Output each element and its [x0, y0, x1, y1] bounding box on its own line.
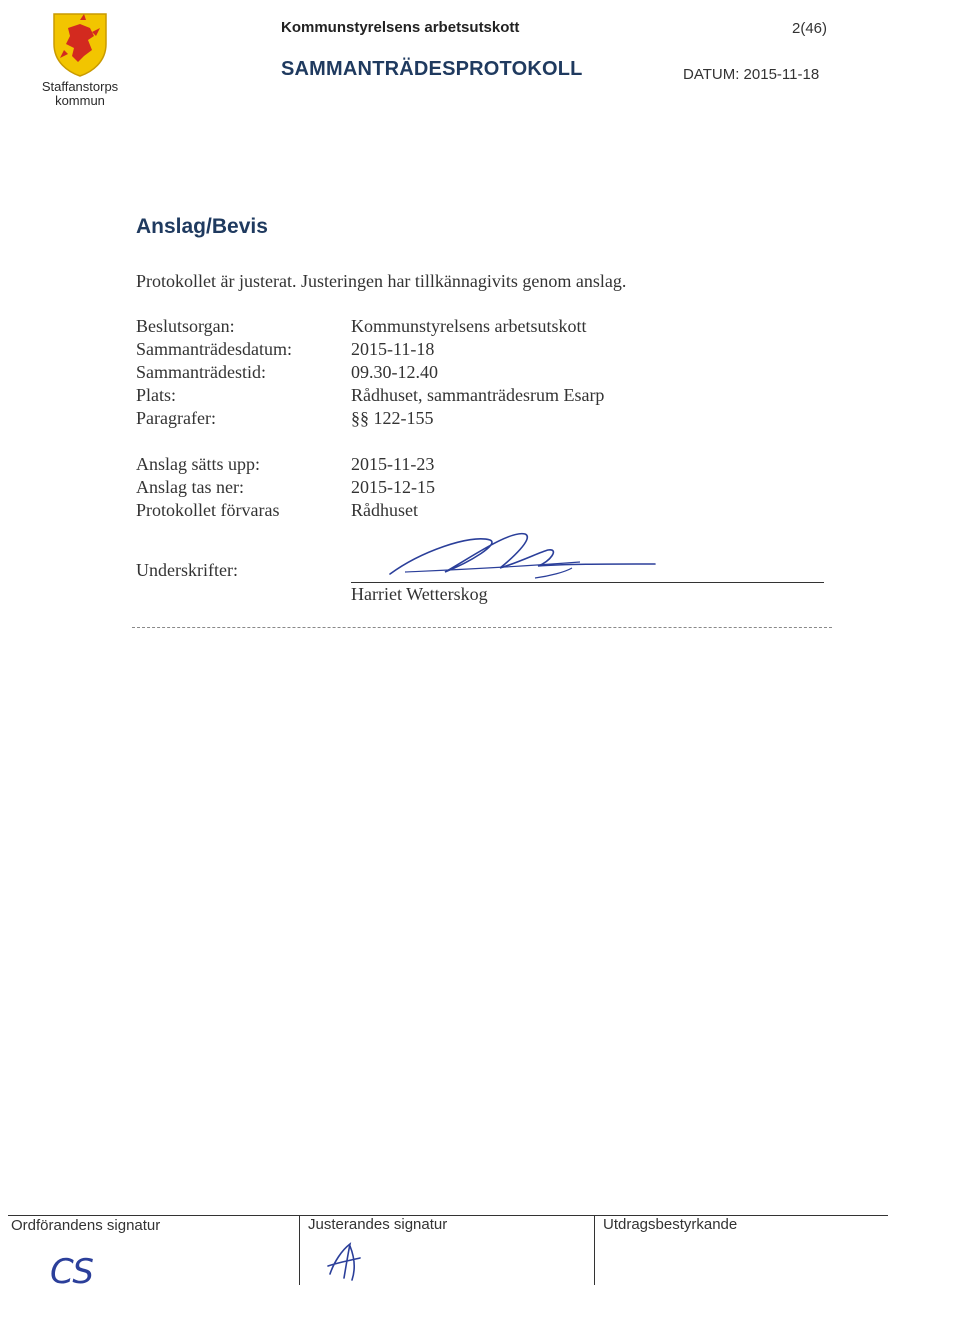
municipality-line-1: Staffanstorps: [41, 79, 119, 94]
footer-adjuster-signature-label: Justerandes signatur: [308, 1216, 448, 1233]
notice-label-posted: Anslag sätts upp:: [136, 454, 260, 474]
notice-value-stored: Rådhuset: [351, 500, 418, 520]
info-value-meeting-date: 2015-11-18: [351, 339, 435, 359]
footer-certification-label: Utdragsbestyrkande: [603, 1216, 738, 1233]
notice-label-removed: Anslag tas ner:: [136, 477, 244, 497]
info-label-meeting-time: Sammanträdestid:: [136, 362, 266, 382]
document-type: SAMMANTRÄDESPROTOKOLL: [281, 58, 583, 80]
info-label-decision-body: Beslutsorgan:: [136, 316, 235, 336]
info-label-place: Plats:: [136, 385, 177, 405]
info-label-paragraphs: Paragrafer:: [136, 408, 216, 428]
committee-name: Kommunstyrelsens arbetsutskott: [281, 19, 520, 36]
footer-chair-signature-label: Ordförandens signatur: [11, 1217, 161, 1234]
adjuster-initials-signature: [320, 1238, 370, 1284]
notice-value-posted: 2015-11-23: [351, 454, 435, 474]
signatures-label: Underskrifter:: [136, 560, 238, 580]
chair-initials: CS: [50, 1252, 92, 1292]
municipality-line-2: kommun: [55, 93, 105, 108]
footer-divider-1: [299, 1215, 300, 1285]
notice-label-stored: Protokollet förvaras: [136, 500, 280, 520]
page-number: 2(46): [792, 20, 828, 37]
info-value-paragraphs: §§ 122-155: [351, 408, 434, 428]
municipality-name: [30, 80, 130, 108]
signer-name: Harriet Wetterskog: [351, 584, 488, 604]
info-label-meeting-date: Sammanträdesdatum:: [136, 339, 292, 359]
document-date: DATUM: 2015-11-18: [683, 66, 820, 83]
footer-rule: [8, 1215, 888, 1216]
intro-text: Protokollet är justerat. Justeringen har tillkännagivits genom anslag.: [136, 271, 627, 291]
signature-line: [351, 582, 824, 583]
info-value-meeting-time: 09.30-12.40: [351, 362, 438, 382]
notice-value-removed: 2015-12-15: [351, 477, 435, 497]
section-divider: [132, 627, 832, 628]
section-heading: Anslag/Bevis: [136, 215, 268, 238]
footer-divider-2: [594, 1215, 595, 1285]
info-value-place: Rådhuset, sammanträdesrum Esarp: [351, 385, 605, 405]
info-value-decision-body: Kommunstyrelsens arbetsutskott: [351, 316, 587, 336]
coat-of-arms-logo: [50, 10, 110, 78]
